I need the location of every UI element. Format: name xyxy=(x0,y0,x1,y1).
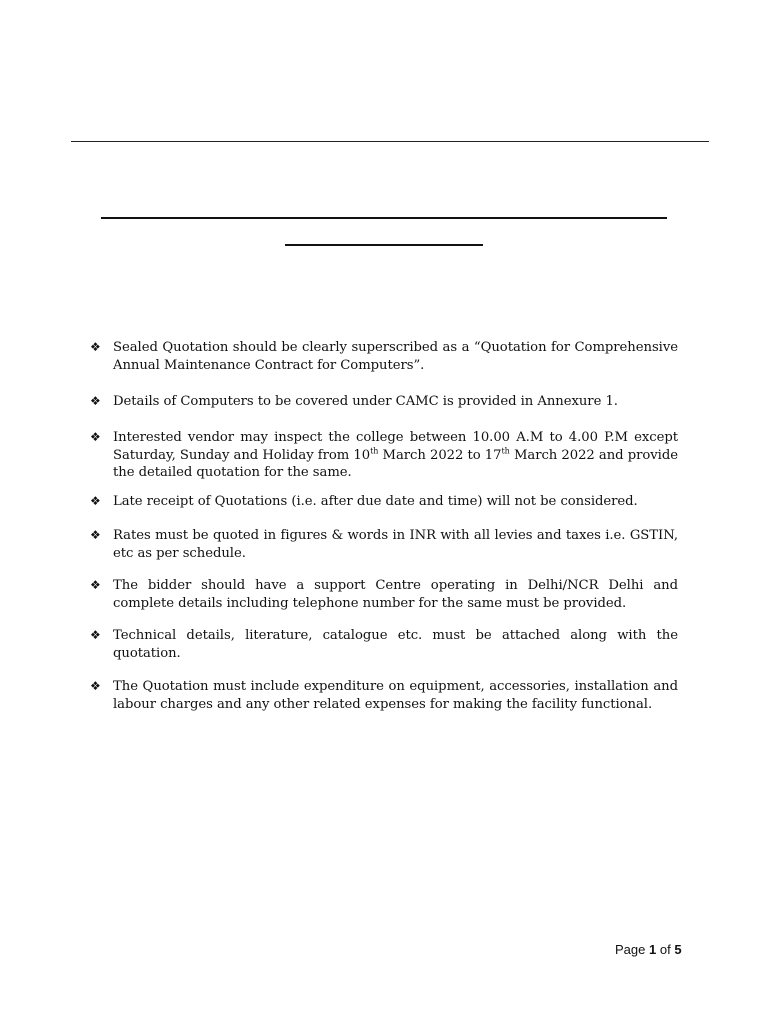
list-item xyxy=(90,527,678,562)
list-item-text: Interested vendor may inspect the college between 10.00 A.M to 4.00 P.M except Saturday, Sunday and Holiday from 10th March 2022 to 17th March 2022 and provide the detailed quotation for the same. xyxy=(113,430,678,480)
list-item-text: The bidder should have a support Centre operating in Delhi/NCR Delhi and complete details including telephone number for the same must be provided. xyxy=(113,578,678,611)
diamond-bullet-icon: ❖ xyxy=(90,430,101,444)
list-item-text: Late receipt of Quotations (i.e. after due date and time) will not be considered. xyxy=(113,494,638,509)
list-item xyxy=(90,429,678,482)
diamond-bullet-icon: ❖ xyxy=(90,628,101,642)
title-underline-1 xyxy=(101,217,667,219)
list-item-text: Sealed Quotation should be clearly superscribed as a “Quotation for Comprehensive Annual Maintenance Contract for Computers”. xyxy=(113,340,678,373)
diamond-bullet-icon: ❖ xyxy=(90,528,101,542)
title-underline-2 xyxy=(285,244,483,246)
list-item-text: Details of Computers to be covered under CAMC is provided in Annexure 1. xyxy=(113,394,618,409)
list-item xyxy=(90,493,678,511)
header-divider xyxy=(71,141,709,142)
diamond-bullet-icon: ❖ xyxy=(90,494,101,508)
list-item xyxy=(90,393,678,411)
diamond-bullet-icon: ❖ xyxy=(90,340,101,354)
list-item-text: The Quotation must include expenditure on equipment, accessories, installation and labour charges and any other related expenses for making the facility functional. xyxy=(113,679,678,712)
list-item-text: Technical details, literature, catalogue etc. must be attached along with the quotation. xyxy=(113,628,678,661)
list-item xyxy=(90,678,678,713)
diamond-bullet-icon: ❖ xyxy=(90,578,101,592)
diamond-bullet-icon: ❖ xyxy=(90,679,101,693)
list-item xyxy=(90,339,678,374)
diamond-bullet-icon: ❖ xyxy=(90,394,101,408)
page-number: Page 1 of 5 xyxy=(615,942,682,957)
list-item xyxy=(90,627,678,662)
list-item xyxy=(90,577,678,612)
list-item-text: Rates must be quoted in figures & words in INR with all levies and taxes i.e. GSTIN, etc as per schedule. xyxy=(113,528,678,561)
